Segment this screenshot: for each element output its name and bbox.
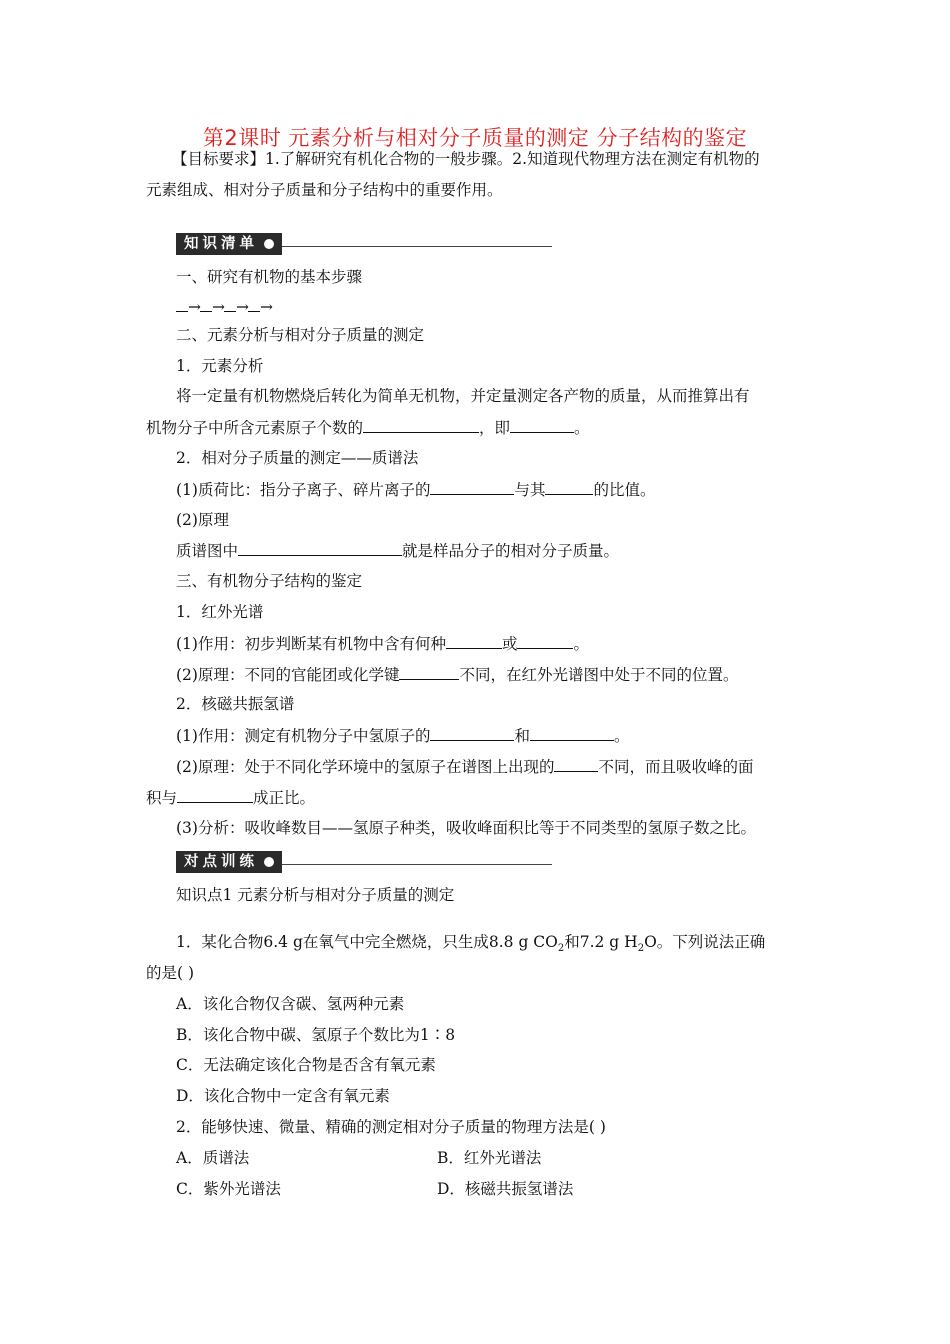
q2-option-c: C．紫外光谱法	[176, 1180, 281, 1198]
s3-p3	[176, 725, 846, 746]
s2-sub1: 1．元素分析	[176, 357, 264, 375]
text: 或	[501, 635, 518, 653]
answer-blank	[238, 540, 402, 556]
s2-sub2: 2．相对分子质量的测定——质谱法	[176, 449, 419, 467]
s1-heading: 一、研究有机物的基本步骤	[176, 268, 363, 286]
text: 。	[613, 727, 630, 745]
text: 。	[573, 635, 589, 653]
knowledge-point-1: 知识点1 元素分析与相对分子质量的测定	[176, 886, 455, 904]
arrow-icon: →	[236, 298, 248, 316]
answer-blank	[530, 725, 614, 741]
text: O。下列说法正确	[644, 933, 766, 951]
banner-divider	[282, 864, 552, 865]
knowledge-banner-label: 知识清单	[184, 236, 258, 252]
s3-sub1: 1．红外光谱	[176, 603, 264, 621]
s2-p3: (2)原理	[176, 511, 229, 529]
text: 和	[514, 727, 530, 745]
q2-row-1	[176, 1148, 846, 1168]
s2-p1b	[146, 417, 816, 438]
answer-blank	[430, 725, 514, 741]
s2-heading: 二、元素分析与相对分子质量的测定	[176, 326, 425, 344]
page-title: 第2课时 元素分析与相对分子质量的测定 分子结构的鉴定	[202, 126, 748, 150]
answer-blank	[545, 479, 593, 495]
answer-blank	[510, 417, 574, 433]
text: (1)作用：测定有机物分子中氢原子的	[176, 727, 431, 745]
q1-option-d: D．该化合物中一定含有氧元素	[176, 1087, 390, 1105]
q2-option-b: B．红外光谱法	[437, 1149, 542, 1167]
s2-p1a: 将一定量有机物燃烧后转化为简单无机物，并定量测定各产物的质量，从而推算出有	[176, 387, 750, 405]
text: 的比值。	[593, 481, 656, 499]
q2-option-a: A．质谱法	[176, 1149, 250, 1167]
s3-p5	[146, 787, 816, 808]
text: 和7.2 g H	[564, 933, 638, 951]
blank	[248, 296, 260, 312]
text: 不同，而且吸收峰的面	[598, 758, 754, 776]
text: (2)原理：处于不同化学环境中的氢原子在谱图上出现的	[176, 758, 555, 776]
text: 机物分子中所含元素原子个数的	[146, 419, 364, 437]
blank	[224, 296, 236, 312]
answer-blank	[554, 756, 598, 772]
answer-blank	[446, 633, 502, 649]
text: 就是样品分子的相对分子质量。	[402, 542, 620, 560]
text: 质谱图中	[176, 542, 239, 560]
blank	[200, 296, 212, 312]
s3-p4	[176, 756, 846, 777]
text: ，即	[479, 419, 511, 437]
s2-p2	[176, 479, 846, 500]
answer-blank	[399, 664, 459, 680]
s3-p2	[176, 664, 846, 685]
text: 积与	[146, 789, 178, 807]
arrow-icon: →	[212, 298, 224, 316]
text: 成正比。	[253, 789, 316, 807]
goal-line-1	[172, 149, 842, 169]
q2-option-d: D．核磁共振氢谱法	[437, 1180, 574, 1198]
knowledge-banner-box	[176, 233, 282, 255]
subscript: 2	[557, 943, 565, 955]
goal-label: 【目标要求】	[172, 150, 266, 168]
goal-text-1: 1.了解研究有机化合物的一般步骤。2.知道现代物理方法在测定有机物的	[265, 150, 760, 168]
text: 。	[574, 419, 590, 437]
q1-stem-2: 的是( )	[146, 964, 195, 982]
q1-stem	[176, 932, 846, 959]
answer-blank	[363, 417, 479, 433]
knowledge-banner	[176, 233, 552, 255]
training-banner	[176, 851, 552, 873]
arrow-icon: →	[260, 298, 272, 316]
q1-option-b: B．该化合物中碳、氢原子个数比为1∶8	[176, 1026, 456, 1044]
subscript: 2	[637, 943, 645, 955]
q2-stem: 2．能够快速、微量、精确的测定相对分子质量的物理方法是( )	[176, 1118, 606, 1136]
s3-p6: (3)分析：吸收峰数目——氢原子种类，吸收峰面积比等于不同类型的氢原子数之比。	[176, 819, 756, 837]
text: (1)作用：初步判断某有机物中含有何种	[176, 635, 446, 653]
dot-icon	[264, 857, 274, 867]
answer-blank	[430, 479, 514, 495]
dot-icon	[264, 239, 274, 249]
text: (2)原理：不同的官能团或化学键	[176, 666, 400, 684]
text: (1)质荷比：指分子离子、碎片离子的	[176, 481, 431, 499]
s2-p4	[176, 540, 846, 561]
s3-heading: 三、有机物分子结构的鉴定	[176, 572, 363, 590]
q1-option-c: C．无法确定该化合物是否含有氧元素	[176, 1056, 436, 1074]
text: 1．某化合物6.4 g在氧气中完全燃烧，只生成8.8 g CO	[176, 933, 558, 951]
s1-steps	[176, 296, 846, 317]
s3-p1	[176, 633, 846, 654]
blank	[176, 296, 188, 312]
training-banner-label: 对点训练	[184, 854, 258, 870]
text: 与其	[514, 481, 546, 499]
banner-divider	[282, 246, 552, 247]
q2-row-2	[176, 1179, 846, 1199]
text: 不同，在红外光谱图中处于不同的位置。	[459, 666, 739, 684]
training-banner-box	[176, 851, 282, 873]
s3-sub2: 2．核磁共振氢谱	[176, 695, 295, 713]
arrow-icon: →	[188, 298, 200, 316]
q1-option-a: A．该化合物仅含碳、氢两种元素	[176, 995, 405, 1013]
answer-blank	[177, 787, 253, 803]
answer-blank	[517, 633, 573, 649]
goal-line-2: 元素组成、相对分子质量和分子结构中的重要作用。	[146, 181, 503, 199]
